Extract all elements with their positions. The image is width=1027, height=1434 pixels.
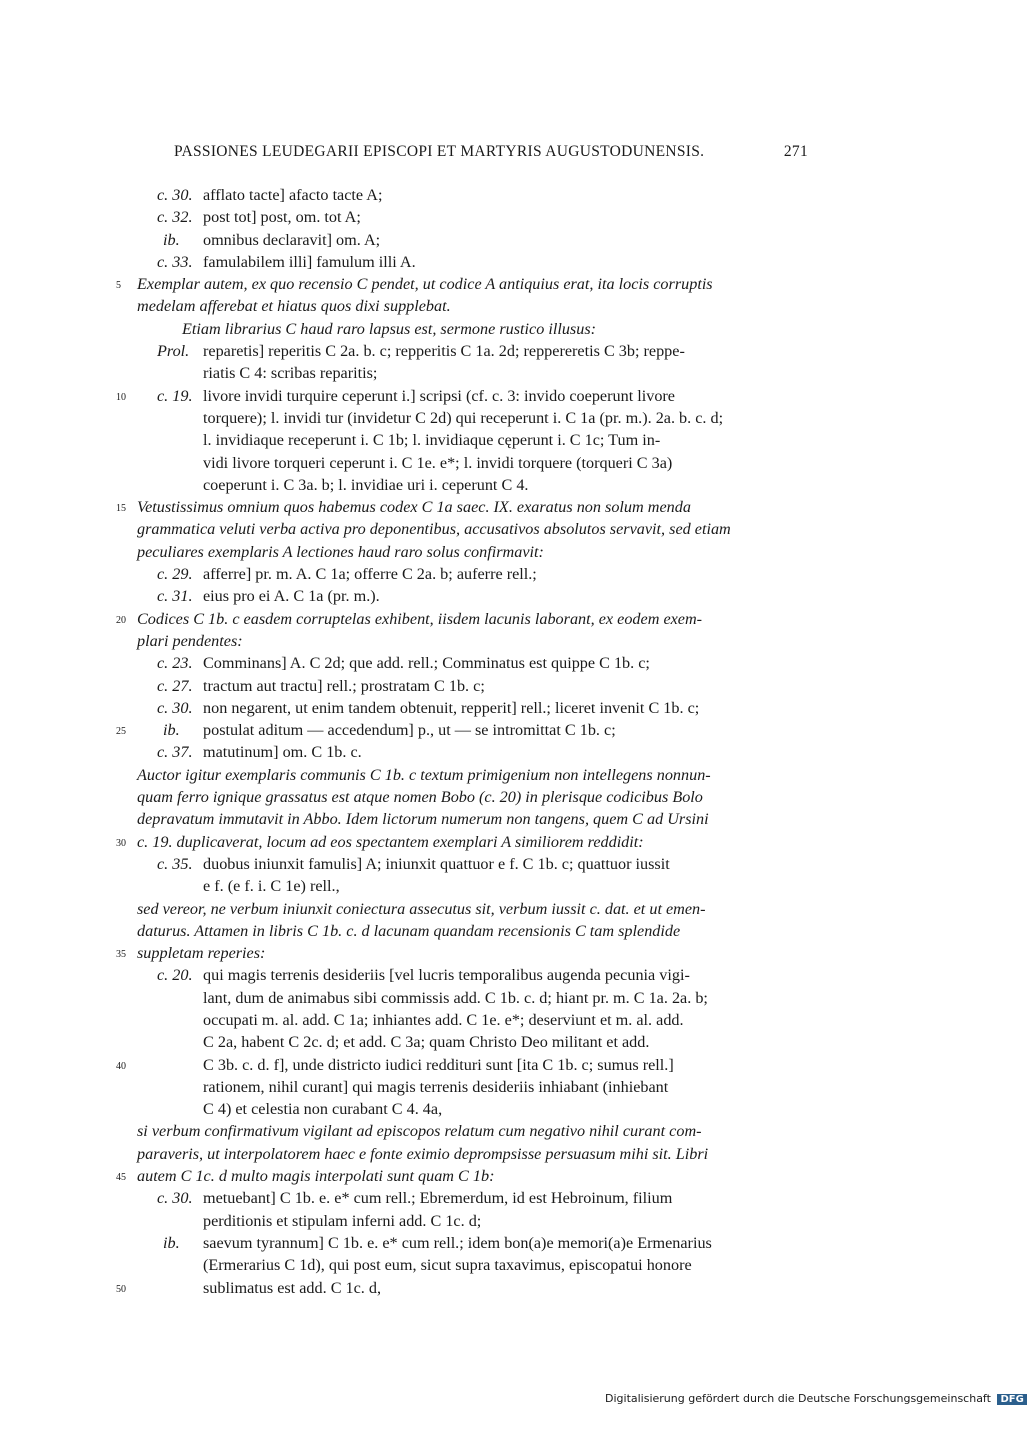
commentary-text: autem C 1c. d multo magis interpolati sunt quam C 1b:	[137, 1167, 495, 1186]
commentary-text: grammatica veluti verba activa pro deponentibus, accusativos absolutos servavit, sed etiam	[137, 520, 731, 539]
commentary-text: Codices C 1b. c easdem corruptelas exhibent, iisdem lacunis laborant, ex eodem exem-	[137, 609, 703, 628]
text-line	[0, 630, 1000, 652]
text-line	[0, 1277, 1000, 1299]
line-number: 45	[116, 1172, 126, 1184]
line-number: 30	[116, 837, 126, 849]
chapter-reference: ib.	[163, 721, 180, 740]
commentary-text: Auctor igitur exemplaris communis C 1b. c textum primigenium non intellegens nonnun-	[137, 765, 711, 784]
text-line	[0, 229, 1000, 251]
commentary-text: daturus. Attamen in libris C 1b. c. d lacunam quandam recensionis C tam splendide	[137, 921, 681, 940]
chapter-reference: ib.	[163, 230, 180, 249]
text-line	[0, 429, 1000, 451]
text-line	[0, 1143, 1000, 1165]
variant-reading: metuebant] C 1b. e. e* cum rell.; Ebremerdum, id est Hebroinum, filium	[203, 1189, 673, 1208]
variant-reading: duobus iniunxit famulis] A; iniunxit quattuor e f. C 1b. c; quattuor iussit	[203, 854, 670, 873]
chapter-reference: c. 19.	[157, 386, 193, 405]
text-line	[0, 675, 1000, 697]
chapter-reference: c. 30.	[157, 698, 193, 717]
line-number: 40	[116, 1060, 126, 1072]
variant-reading: Comminans] A. C 2d; que add. rell.; Comminatus est quippe C 1b. c;	[203, 654, 650, 673]
dfg-logo: DFG	[997, 1394, 1026, 1405]
text-line	[0, 808, 1000, 830]
text-line	[0, 1187, 1000, 1209]
line-number: 15	[116, 503, 126, 515]
credit-text: Digitalisierung gefördert durch die Deutsche Forschungsgemeinschaft	[605, 1392, 991, 1405]
text-line	[0, 407, 1000, 429]
text-line	[0, 1165, 1000, 1187]
chapter-reference: c. 37.	[157, 743, 193, 762]
commentary-text: paraveris, ut interpolatorem haec e fonte eximio deprompsisse persuasum mihi sit. Libri	[137, 1144, 709, 1163]
text-line	[0, 385, 1000, 407]
variant-reading: eius pro ei A. C 1a (pr. m.).	[203, 587, 380, 606]
commentary-text: Vetustissimus omnium quos habemus codex C 1a saec. IX. exaratus non solum menda	[137, 498, 691, 517]
variant-reading: rationem, nihil curant] qui magis terrenis desideriis inhiabant (inhiebant	[203, 1077, 669, 1096]
text-line	[0, 318, 1000, 340]
variant-reading: livore invidi turquire ceperunt i.] scripsi (cf. c. 3: invido coeperunt livore	[203, 386, 675, 405]
running-title: PASSIONES LEUDEGARII EPISCOPI ET MARTYRIS AUGUSTODUNENSIS.	[174, 143, 705, 160]
text-line	[0, 1031, 1000, 1053]
variant-reading: afflato tacte] afacto tacte A;	[203, 186, 383, 204]
variant-reading: l. invidiaque receperunt i. C 1b; l. invidiaque cęperunt i. C 1c; Tum in-	[203, 431, 661, 450]
text-line	[0, 474, 1000, 496]
text-line	[0, 496, 1000, 518]
variant-reading: occupati m. al. add. C 1a; inhiantes add. C 1e. e*; deserviunt et m. al. add.	[203, 1010, 684, 1029]
text-line	[0, 1054, 1000, 1076]
text-line	[0, 1076, 1000, 1098]
variant-reading: lant, dum de animabus sibi commissis add. C 1b. c. d; hiant pr. m. C 1a. 2a. b;	[203, 988, 708, 1007]
text-line	[0, 1254, 1000, 1276]
variant-reading: post tot] post, om. tot A;	[203, 208, 361, 227]
text-line	[0, 206, 1000, 228]
line-number: 50	[116, 1283, 126, 1295]
variant-reading: C 3b. c. d. f], unde districto iudici reddituri sunt [ita C 1b. c; sumus rell.]	[203, 1055, 674, 1074]
text-line	[0, 362, 1000, 384]
running-header	[174, 143, 808, 161]
line-number: 25	[116, 726, 126, 738]
text-line	[0, 541, 1000, 563]
text-line	[0, 273, 1000, 295]
commentary-text: plari pendentes:	[137, 631, 243, 650]
text-line	[0, 987, 1000, 1009]
variant-reading: vidi livore torqueri ceperunt i. C 1e. e*; l. invidi torquere (torqueri C 3a)	[203, 453, 673, 472]
line-number: 10	[116, 391, 126, 403]
chapter-reference: c. 35.	[157, 854, 193, 873]
variant-reading: e f. (e f. i. C 1e) rell.,	[203, 877, 340, 896]
commentary-text: si verbum confirmativum vigilant ad episcopos relatum cum negativo nihil curant com-	[137, 1122, 702, 1141]
variant-reading: C 4) et celestia non curabant C 4. 4a,	[203, 1100, 443, 1119]
line-number: 5	[116, 280, 121, 292]
text-line	[0, 920, 1000, 942]
chapter-reference: c. 29.	[157, 565, 193, 584]
digitization-credit	[605, 1392, 1027, 1405]
text-line	[0, 1098, 1000, 1120]
variant-reading: saevum tyrannum] C 1b. e. e* cum rell.; idem bon(a)e memori(a)e Ermenarius	[203, 1233, 712, 1252]
chapter-reference: c. 20.	[157, 966, 193, 985]
text-line	[0, 898, 1000, 920]
text-line	[0, 764, 1000, 786]
commentary-text: sed vereor, ne verbum iniunxit coniectura assecutus sit, verbum iussit c. dat. et ut emen-	[137, 899, 706, 918]
text-line	[0, 1232, 1000, 1254]
variant-reading: non negarent, ut enim tandem obtenuit, repperit] rell.; liceret invenit C 1b. c;	[203, 698, 700, 717]
text-line	[0, 831, 1000, 853]
variant-reading: reparetis] reperitis C 2a. b. c; repperitis C 1a. 2d; reppereretis C 3b; reppe-	[203, 342, 685, 361]
text-line	[0, 1210, 1000, 1232]
variant-reading: sublimatus est add. C 1c. d,	[203, 1278, 382, 1297]
commentary-text: c. 19. duplicaverat, locum ad eos spectantem exemplari A similiorem reddidit:	[137, 832, 644, 851]
text-line	[0, 942, 1000, 964]
variant-reading: omnibus declaravit] om. A;	[203, 230, 381, 249]
text-line	[0, 608, 1000, 630]
text-line	[0, 1009, 1000, 1031]
chapter-reference: c. 32.	[157, 208, 193, 227]
variant-reading: afferre] pr. m. A. C 1a; offerre C 2a. b; auferre rell.;	[203, 565, 537, 584]
text-line	[0, 251, 1000, 273]
commentary-text: suppletam reperies:	[137, 944, 266, 963]
text-line	[0, 340, 1000, 362]
commentary-text: peculiares exemplaris A lectiones haud raro solus confirmavit:	[137, 542, 544, 561]
text-line	[0, 719, 1000, 741]
text-line	[0, 184, 1000, 206]
chapter-reference: c. 27.	[157, 676, 193, 695]
page-body	[0, 184, 1000, 1299]
chapter-reference: ib.	[163, 1233, 180, 1252]
page-number: 271	[783, 143, 808, 160]
text-line	[0, 518, 1000, 540]
chapter-reference: c. 23.	[157, 654, 193, 673]
commentary-text: Etiam librarius C haud raro lapsus est, sermone rustico illusus:	[182, 319, 597, 338]
text-line	[0, 585, 1000, 607]
chapter-reference: c. 31.	[157, 587, 193, 606]
chapter-reference: c. 30.	[157, 186, 193, 204]
line-number: 35	[116, 949, 126, 961]
variant-reading: qui magis terrenis desideriis [vel lucris temporalibus augenda pecunia vigi-	[203, 966, 690, 985]
variant-reading: (Ermerarius C 1d), qui post eum, sicut supra taxavimus, episcopatui honore	[203, 1256, 692, 1275]
text-line	[0, 964, 1000, 986]
text-line	[0, 295, 1000, 317]
commentary-text: Exemplar autem, ex quo recensio C pendet, ut codice A antiquius erat, ita locis corruptis	[137, 275, 713, 294]
text-line	[0, 1120, 1000, 1142]
variant-reading: famulabilem illi] famulum illi A.	[203, 252, 416, 271]
text-line	[0, 563, 1000, 585]
variant-reading: C 2a, habent C 2c. d; et add. C 3a; quam Christo Deo militant et add.	[203, 1033, 650, 1052]
chapter-reference: Prol.	[157, 342, 190, 361]
line-number: 20	[116, 614, 126, 626]
chapter-reference: c. 33.	[157, 252, 193, 271]
variant-reading: torquere); l. invidi tur (invidetur C 2d) qui receperunt i. C 1a (pr. m.). 2a. b. c. d;	[203, 408, 724, 427]
chapter-reference: c. 30.	[157, 1189, 193, 1208]
text-line	[0, 853, 1000, 875]
variant-reading: postulat aditum — accedendum] p., ut — se intromittat C 1b. c;	[203, 721, 616, 740]
commentary-text: quam ferro ignique grassatus est atque nomen Bobo (c. 20) in plerisque codicibus Bolo	[137, 788, 703, 807]
text-line	[0, 652, 1000, 674]
variant-reading: tractum aut tractu] rell.; prostratam C 1b. c;	[203, 676, 485, 695]
commentary-text: depravatum immutavit in Abbo. Idem lictorum numerum non tangens, quem C ad Ursini	[137, 810, 709, 829]
text-line	[0, 875, 1000, 897]
variant-reading: riatis C 4: scribas reparitis;	[203, 364, 378, 383]
text-line	[0, 786, 1000, 808]
variant-reading: coeperunt i. C 3a. b; l. invidiae uri i. ceperunt C 4.	[203, 475, 529, 494]
text-line	[0, 741, 1000, 763]
text-line	[0, 697, 1000, 719]
variant-reading: perditionis et stipulam inferni add. C 1c. d;	[203, 1211, 482, 1230]
commentary-text: medelam afferebat et hiatus quos dixi supplebat.	[137, 297, 451, 316]
text-line	[0, 452, 1000, 474]
variant-reading: matutinum] om. C 1b. c.	[203, 743, 362, 762]
